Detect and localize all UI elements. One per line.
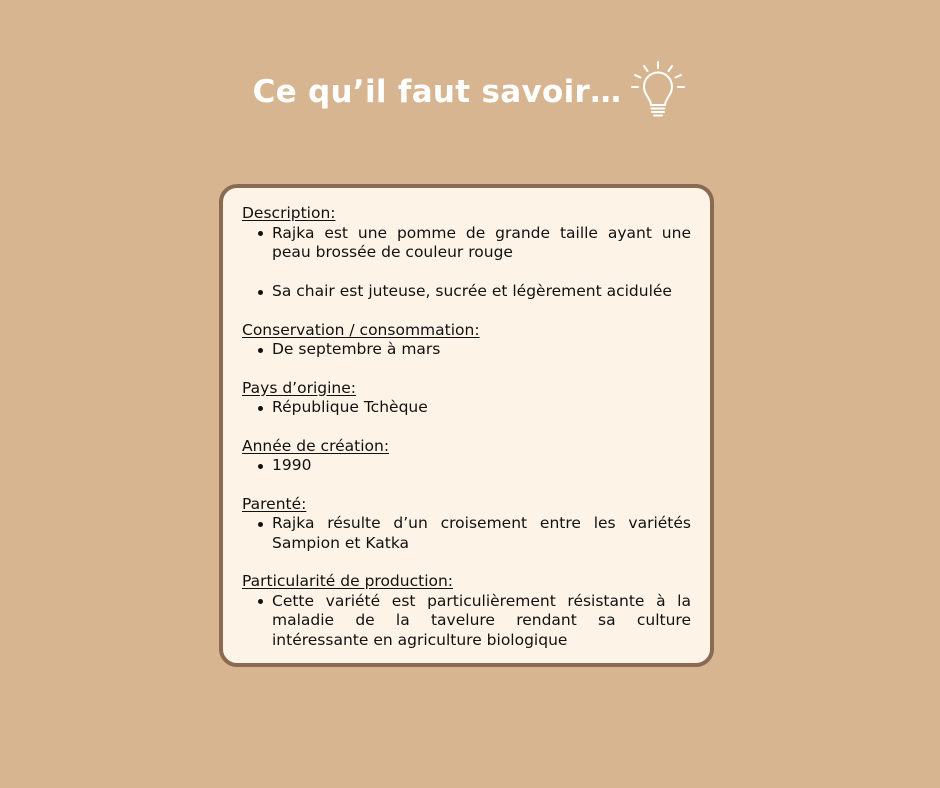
section-title: Année de création:	[242, 436, 390, 455]
section-creation-year	[242, 437, 691, 476]
bullet-list	[242, 224, 691, 302]
list-item: Rajka est une pomme de grande taille ayant une peau brossée de couleur rouge	[272, 223, 691, 261]
section-title: Description:	[242, 204, 336, 222]
section-conservation	[242, 321, 691, 360]
section-production	[242, 572, 691, 650]
list-item: Rajka résulte d’un croisement entre les variétés Sampion et Katka	[272, 514, 691, 552]
section-origin-country	[242, 379, 691, 418]
list-item: Cette variété est particulièrement résistante à la maladie de la tavelure rendant sa culture intéressante en agriculture biologique	[272, 591, 691, 649]
info-card	[219, 184, 714, 667]
bullet-list	[242, 340, 691, 360]
list-item: République Tchèque	[272, 398, 691, 418]
list-item: De septembre à mars	[272, 340, 691, 360]
page-title: Ce qu’il faut savoir…	[252, 74, 622, 110]
bullet-list	[242, 592, 691, 651]
section-title: Parenté:	[242, 494, 307, 513]
bullet-list	[242, 514, 691, 553]
section-description	[242, 204, 691, 302]
lightbulb-icon	[629, 60, 687, 120]
bullet-list	[242, 398, 691, 418]
header	[0, 58, 940, 128]
section-title: Pays d’origine:	[242, 378, 356, 397]
section-title: Conservation / consommation:	[242, 320, 480, 339]
list-item: 1990	[272, 456, 691, 476]
bullet-list	[242, 456, 691, 476]
section-parentage	[242, 495, 691, 554]
list-item: Sa chair est juteuse, sucrée et légèrement acidulée	[272, 282, 691, 302]
section-title: Particularité de production:	[242, 572, 454, 590]
